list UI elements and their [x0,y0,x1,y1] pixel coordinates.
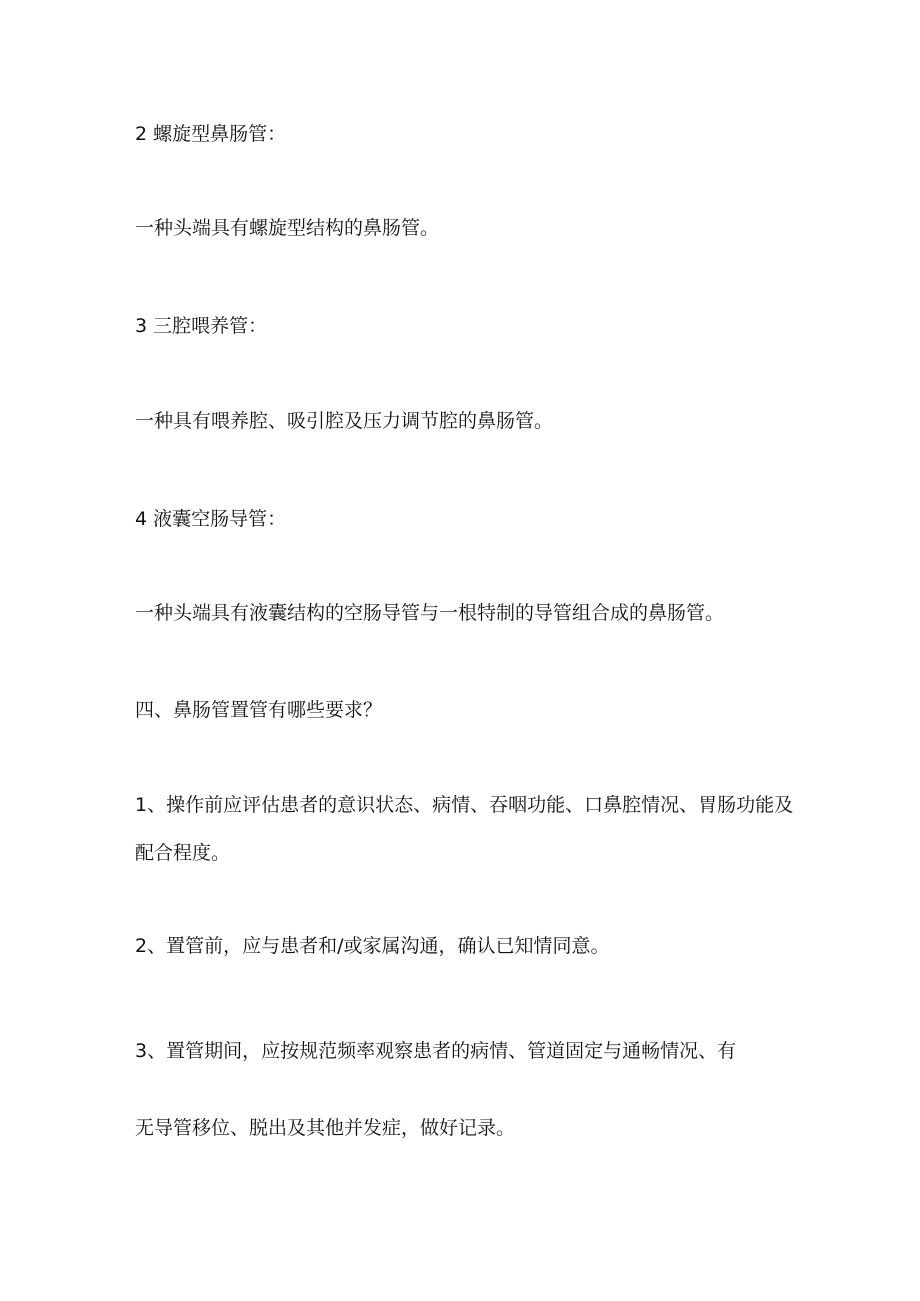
requirement-3-line-2: 无导管移位、脱出及其他并发症，做好记录。 [135,1117,516,1139]
requirement-1-line-1: 1、操作前应评估患者的意识状态、病情、吞咽功能、口鼻腔情况、胃肠功能及 [135,794,794,816]
requirement-2: 2、置管前，应与患者和/或家属沟通，确认已知情同意。 [135,935,610,957]
paragraph-balloon-jejunal-definition: 一种头端具有液囊结构的空肠导管与一根特制的导管组合成的鼻肠管。 [135,602,725,624]
heading-spiral-tube: 2 螺旋型鼻肠管： [135,123,287,145]
paragraph-triple-lumen-definition: 一种具有喂养腔、吸引腔及压力调节腔的鼻肠管。 [135,410,554,432]
heading-balloon-jejunal-tube: 4 液囊空肠导管： [135,508,287,530]
heading-triple-lumen-tube: 3 三腔喂养管： [135,315,268,337]
requirement-1-line-2: 配合程度。 [135,842,231,864]
paragraph-spiral-tube-definition: 一种头端具有螺旋型结构的鼻肠管。 [135,217,440,239]
section-heading-requirements: 四、鼻肠管置管有哪些要求？ [135,699,383,721]
requirement-3-line-1: 3、置管期间，应按规范频率观察患者的病情、管道固定与通畅情况、有 [135,1040,737,1062]
